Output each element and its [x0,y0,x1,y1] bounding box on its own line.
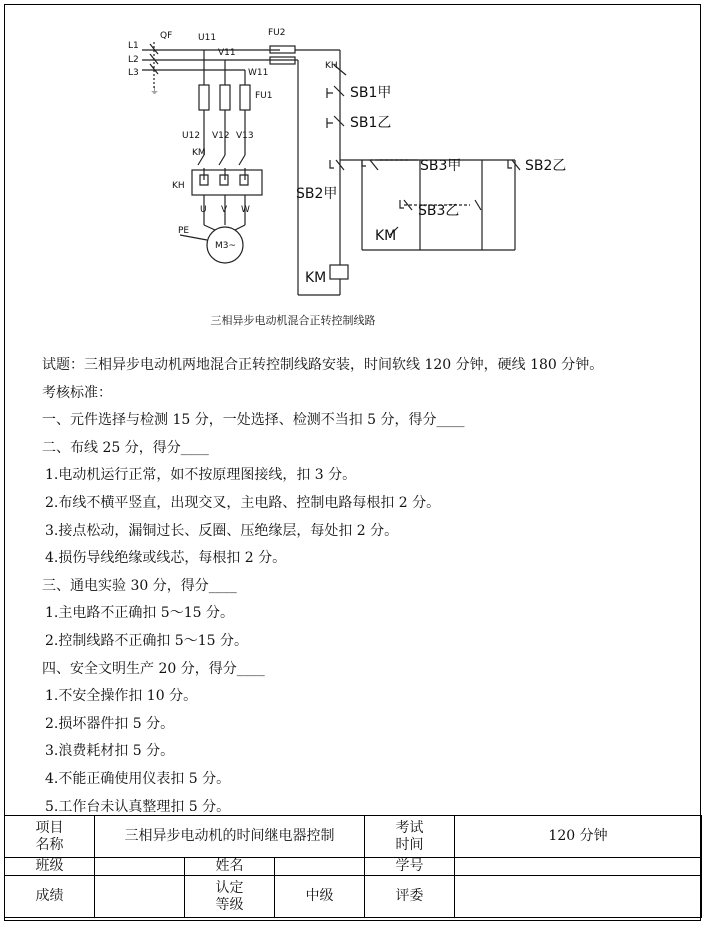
id-value-cell[interactable] [455,858,702,876]
diagram-caption-text: 三相异步电动机混合正转控制线路 [210,314,376,327]
label-sb1-jia: SB1甲 [350,85,392,101]
project-label-cell [5,816,95,858]
level-value-cell: 中级 [275,876,365,918]
exam-time-label-cell [365,816,455,858]
project-label-line1: 项目 [35,819,64,836]
level-label-line2: 等级 [215,896,244,913]
id-label-cell: 学号 [365,858,455,876]
label-sb2-yi: SB2乙 [525,158,567,174]
label-pe: PE [178,226,190,236]
label-fu2: FU2 [268,28,286,38]
label-l2: L2 [128,55,139,65]
label-u12: U12 [182,131,201,141]
label-km-contact: KM [375,228,397,244]
label-v13: V13 [236,131,254,141]
circuit-diagram [120,20,590,320]
label-u: U [200,205,207,215]
label-kh-contact: KH [325,61,338,71]
table-row [5,816,702,858]
exam-time-label-line1: 考试 [395,819,424,836]
exam-time-value-cell: 120 分钟 [455,816,702,858]
content-line: 1.主电路不正确扣 5～15 分。 [45,605,234,622]
label-l3: L3 [128,68,139,78]
judge-label-cell: 评委 [365,876,455,918]
label-kh: KH [172,181,185,191]
content-line: 4.损伤导线绝缘或线芯，每根扣 2 分。 [45,550,287,567]
name-label-cell: 姓名 [185,858,275,876]
content-line: 2.布线不横平竖直，出现交叉，主电路、控制电路每根扣 2 分。 [45,494,441,511]
content-line: 3.接点松动，漏铜过长、反圈、压绝缘层，每处扣 2 分。 [45,522,399,539]
label-v12: V12 [212,131,230,141]
label-sb3-jia: SB3甲 [420,158,462,174]
question-line: 试题：三相异步电动机两地混合正转控制线路安装，时间软线 120 分钟，硬线 180 分钟。 [42,357,604,373]
diagram-caption [0,312,706,328]
score-label-cell: 成绩 [5,876,95,918]
label-v11: V11 [218,48,236,58]
level-label-cell [185,876,275,918]
label-pe-symbol: ⏚ [150,87,160,97]
content-line: 三、通电实验 30 分，得分____ [42,577,237,594]
judge-value-cell[interactable] [455,876,702,918]
content-line: 1.不安全操作扣 10 分。 [45,688,198,705]
label-km-main: KM [192,148,206,158]
table-row [5,876,702,918]
content-line: 4.不能正确使用仪表扣 5 分。 [45,770,231,787]
label-sb2-jia: SB2甲 [296,186,338,202]
level-label-line1: 认定 [215,879,244,896]
content-line: 5.工作台未认真整理扣 5 分。 [45,798,231,815]
label-fu1: FU1 [255,91,273,101]
label-u11: U11 [198,33,217,43]
content-line: 3.浪费耗材扣 5 分。 [45,743,175,760]
label-w11: W11 [248,68,269,78]
label-km-coil: KM [305,270,327,286]
score-value-cell[interactable] [95,876,185,918]
content-line: 一、元件选择与检测 15 分，一处选择、检测不当扣 5 分，得分____ [42,412,465,429]
label-w: W [241,205,250,215]
table-row [5,858,702,876]
class-value-cell[interactable] [95,858,185,876]
label-sb1-yi: SB1乙 [350,115,392,131]
content-line: 2.损坏器件扣 5 分。 [45,715,175,732]
label-l1: L1 [128,41,139,51]
content-line: 1.电动机运行正常，如不按原理图接线，扣 3 分。 [45,467,357,484]
label-motor: M3~ [215,241,237,251]
name-value-cell[interactable] [275,858,365,876]
exam-time-label-line2: 时间 [395,836,424,853]
exam-content [42,352,682,821]
project-name-cell: 三相异步电动机的时间继电器控制 [95,816,365,858]
label-sb3-yi: SB3乙 [418,203,460,219]
content-line: 二、布线 25 分，得分____ [42,439,209,456]
project-label-line2: 名称 [35,836,64,853]
content-line: 四、安全文明生产 20 分，得分____ [42,660,265,677]
class-label-cell: 班级 [5,858,95,876]
standard-title: 考核标准： [42,384,112,401]
label-v: V [221,205,228,215]
content-line: 2.控制线路不正确扣 5～15 分。 [45,632,248,649]
label-qf: QF [160,31,173,41]
info-table [4,815,702,918]
